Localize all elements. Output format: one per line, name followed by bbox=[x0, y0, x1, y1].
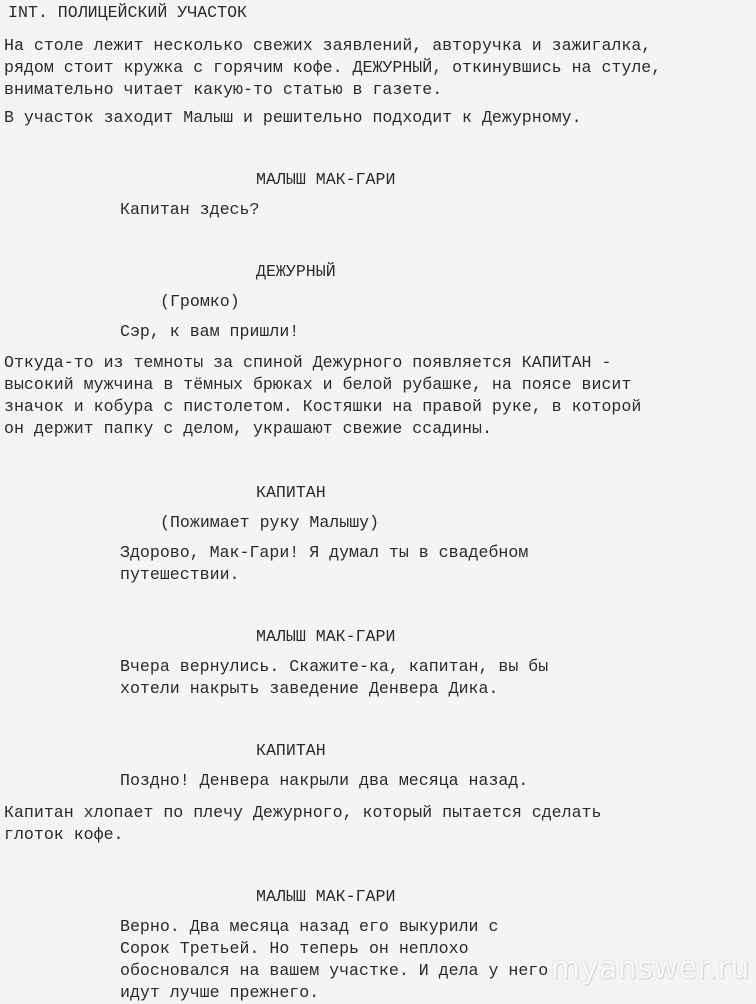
dialogue: Капитан здесь? bbox=[120, 200, 260, 219]
scene-heading: INT. ПОЛИЦЕЙСКИЙ УЧАСТОК bbox=[8, 3, 247, 22]
action-paragraph: В участок заходит Малыш и решительно подходит к Дежурному. bbox=[4, 108, 582, 127]
dialogue: Сэр, к вам пришли! bbox=[120, 322, 300, 341]
character-name: МАЛЫШ МАК-ГАРИ bbox=[256, 887, 396, 906]
dialogue: Верно. Два месяца назад его выкурили с Сорок Третьей. Но теперь он неплохо обосновался на вашем участке. И дела у него идут лучше прежнего. bbox=[120, 917, 549, 1002]
parenthetical: (Громко) bbox=[160, 292, 240, 311]
character-name: КАПИТАН bbox=[256, 483, 326, 502]
watermark-logo: myanswer.ru bbox=[551, 951, 750, 986]
action-paragraph: На столе лежит несколько свежих заявлений, авторучка и зажигалка, рядом стоит кружка с горячим кофе. ДЕЖУРНЫЙ, откинувшись на стуле, внимательно читает какую-то статью в газете. bbox=[4, 36, 662, 99]
parenthetical: (Пожимает руку Малышу) bbox=[160, 513, 380, 532]
character-name: МАЛЫШ МАК-ГАРИ bbox=[256, 627, 396, 646]
action-paragraph: Капитан хлопает по плечу Дежурного, который пытается сделать глоток кофе. bbox=[4, 803, 602, 844]
action-paragraph: Откуда-то из темноты за спиной Дежурного появляется КАПИТАН - высокий мужчина в тёмных брюках и белой рубашке, на поясе висит значок и кобура с пистолетом. Костяшки на правой руке, в которой он держит папку с делом, украшают свежие ссадины. bbox=[4, 353, 642, 438]
dialogue: Поздно! Денвера накрыли два месяца назад. bbox=[120, 771, 529, 790]
character-name: КАПИТАН bbox=[256, 741, 326, 760]
dialogue: Вчера вернулись. Скажите-ка, капитан, вы бы хотели накрыть заведение Денвера Дика. bbox=[120, 657, 549, 698]
character-name: МАЛЫШ МАК-ГАРИ bbox=[256, 170, 396, 189]
character-name: ДЕЖУРНЫЙ bbox=[256, 262, 336, 281]
dialogue: Здорово, Мак-Гари! Я думал ты в свадебном путешествии. bbox=[120, 543, 529, 584]
